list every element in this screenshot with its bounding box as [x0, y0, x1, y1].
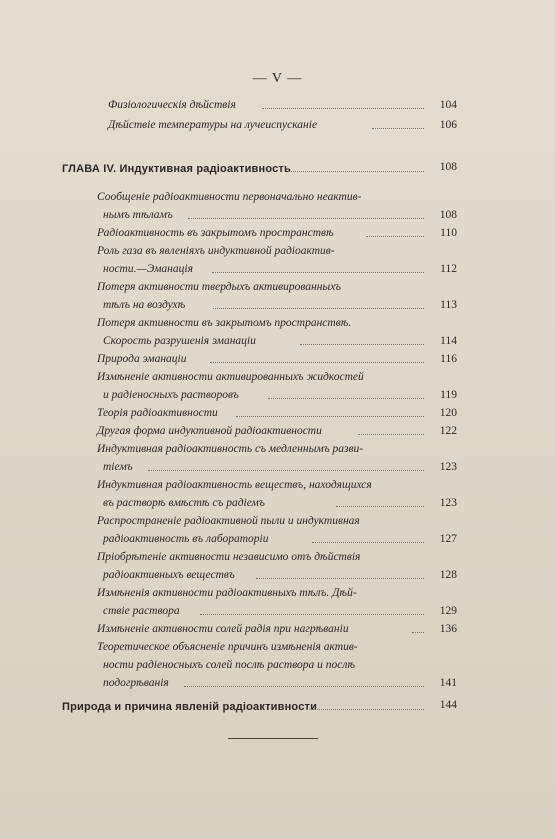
- dot-leader: [358, 434, 424, 435]
- closing-rule: [228, 738, 318, 739]
- toc-entry-title-cont: ности радiеносныхъ солей послѣ раствора и послѣ: [103, 659, 356, 671]
- dot-leader: [268, 398, 424, 399]
- chapter-title: Индуктивная радiоактивность: [119, 163, 291, 175]
- toc-entry-title-cont: въ растворѣ вмѣстѣ съ радiемъ: [103, 497, 265, 509]
- toc-page-number: 119: [440, 389, 457, 401]
- toc-entry-title: Индуктивная радiоактивность съ медленнымъ разви-: [97, 443, 364, 455]
- dot-leader: [148, 470, 424, 471]
- toc-page-number: 129: [439, 605, 457, 617]
- toc-entry-title: Природа эманацiи: [97, 353, 187, 365]
- toc-entry-title-cont: радiоактивныхъ веществъ: [103, 569, 235, 581]
- toc-page-number: 116: [440, 353, 457, 365]
- toc-page-number: 108: [439, 161, 457, 173]
- toc-entry-title: Измѣненiя активности радiоактивныхъ тѣлъ. Дѣй-: [97, 587, 357, 599]
- toc-page-number: 110: [440, 227, 457, 239]
- toc-entry-title-cont: ности.—Эманацiя: [103, 263, 193, 275]
- toc-entry-title: Теорiя радiоактивности: [97, 407, 218, 419]
- toc-entry-title: Другая форма индуктивной радiоактивности: [97, 425, 322, 437]
- toc-entry-title: Потеря активности въ закрытомъ пространствѣ.: [97, 317, 352, 329]
- dot-leader: [336, 506, 424, 507]
- dot-leader: [262, 108, 424, 109]
- toc-entry-title: Сообщенiе радiоактивности первоначально неактив-: [97, 191, 362, 203]
- toc-page-number: 141: [439, 677, 457, 689]
- toc-entry-title-cont: нымъ тѣламъ: [103, 209, 173, 221]
- dot-leader: [366, 236, 424, 237]
- toc-entry-title-cont: Скорость разрушенiя эманацiи: [103, 335, 256, 347]
- toc-page-number: 128: [439, 569, 457, 581]
- toc-entry-title: Распространенiе радiоактивной пыли и индуктивная: [97, 515, 360, 527]
- toc-entry-title: Роль газа въ явленiяхъ индуктивной радiоактив-: [97, 245, 335, 257]
- dot-leader: [306, 709, 424, 710]
- toc-entry-title: Индуктивная радiоактивность веществъ, находящихся: [97, 479, 372, 491]
- toc-page-number: 120: [439, 407, 457, 419]
- toc-page-number: 122: [439, 425, 457, 437]
- dot-leader: [212, 272, 424, 273]
- toc-entry-title-cont: радiоактивность въ лабораторiи: [103, 533, 269, 545]
- page-header-numeral: — V —: [252, 71, 303, 86]
- dot-leader: [236, 416, 424, 417]
- toc-entry-title: Радiоактивность въ закрытомъ пространствѣ: [97, 227, 334, 239]
- dot-leader: [210, 362, 424, 363]
- toc-page-number: 112: [440, 263, 457, 275]
- dot-leader: [184, 686, 424, 687]
- toc-page-number: 108: [439, 209, 457, 221]
- toc-entry-title: Измѣненiе активности солей радiя при нагрѣванiи: [97, 623, 349, 635]
- toc-entry-title-cont: и радiеносныхъ растворовъ: [103, 389, 239, 401]
- dot-leader: [213, 308, 424, 309]
- toc-page-number: 123: [439, 497, 457, 509]
- toc-entry-title: Теоретическое объясненiе причинъ измѣненiя актив-: [97, 641, 358, 653]
- toc-page-number: 113: [440, 299, 457, 311]
- toc-entry-title-cont: подогрѣванiя: [103, 677, 169, 689]
- toc-entry-title-cont: ствiе раствора: [103, 605, 180, 617]
- toc-entry-title-cont: тiемъ: [103, 461, 133, 473]
- dot-leader: [188, 218, 424, 219]
- toc-page-number: 144: [439, 699, 457, 711]
- dot-leader: [372, 128, 424, 129]
- dot-leader: [200, 614, 424, 615]
- toc-entry-title: Физiологическiя дѣйствiя: [108, 99, 236, 111]
- toc-entry-title: Дѣйствiе температуры на лучеиспусканiе: [108, 119, 318, 131]
- dot-leader: [300, 344, 424, 345]
- toc-page-number: 114: [440, 335, 457, 347]
- toc-page-number: 104: [439, 99, 457, 111]
- toc-entry-title: Потеря активности твердыхъ активированныхъ: [97, 281, 341, 293]
- toc-page-number: 106: [439, 119, 457, 131]
- toc-page-number: 123: [439, 461, 457, 473]
- dot-leader: [412, 632, 424, 633]
- toc-entry-title-cont: тѣлъ на воздухѣ: [103, 299, 186, 311]
- toc-entry-title: Прiобрѣтенiе активности независимо отъ дѣйствiя: [97, 551, 361, 563]
- toc-entry-title: Измѣненiе активности активированныхъ жидкостей: [97, 371, 364, 383]
- chapter-label: ГЛАВА IV.: [62, 163, 117, 175]
- dot-leader: [288, 171, 424, 172]
- dot-leader: [312, 542, 424, 543]
- section-title: Природа и причина явленiй радiоактивности: [62, 701, 318, 713]
- dot-leader: [256, 578, 424, 579]
- toc-page-number: 136: [439, 623, 457, 635]
- toc-page-number: 127: [439, 533, 457, 545]
